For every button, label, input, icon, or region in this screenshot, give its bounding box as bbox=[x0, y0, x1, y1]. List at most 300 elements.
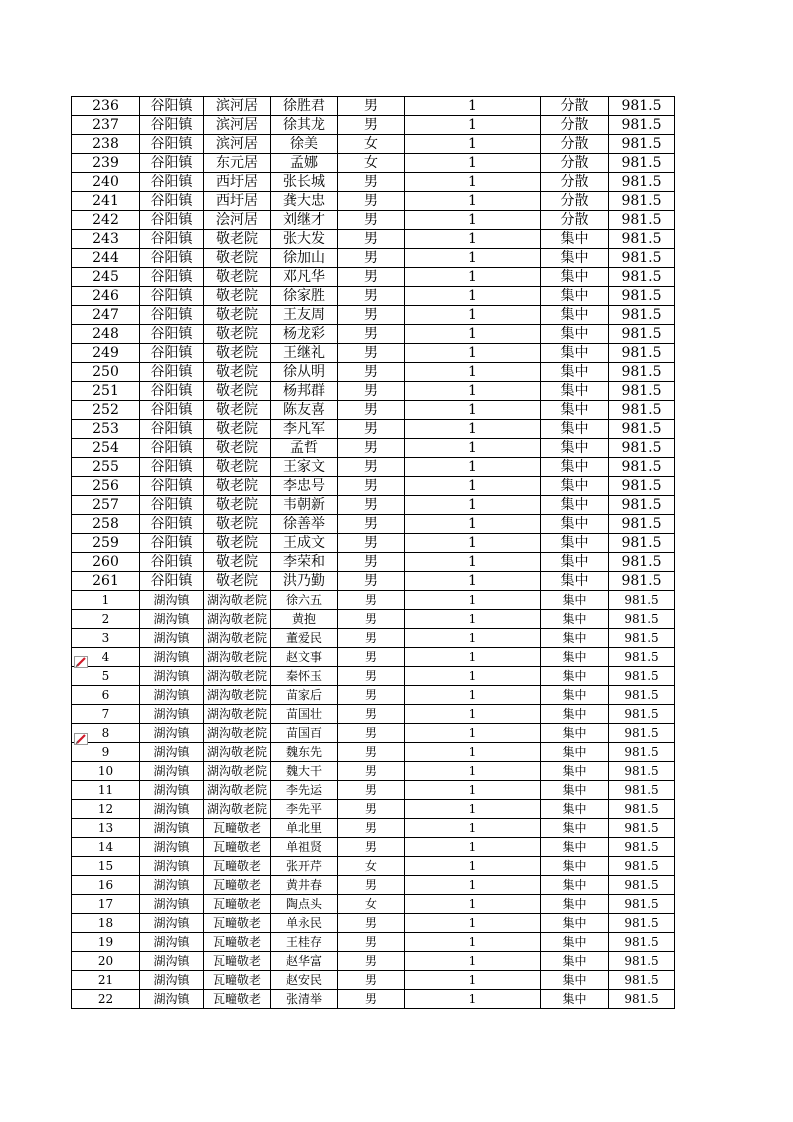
name-cell[interactable]: 邓凡华 bbox=[271, 268, 338, 287]
gender-cell[interactable]: 男 bbox=[338, 990, 405, 1009]
unit-cell[interactable]: 湖沟敬老院 bbox=[204, 610, 271, 629]
name-cell[interactable]: 杨龙彩 bbox=[271, 325, 338, 344]
town-cell[interactable]: 谷阳镇 bbox=[140, 496, 204, 515]
support-type-cell[interactable]: 集中 bbox=[541, 705, 609, 724]
unit-cell[interactable]: 瓦疃敬老 bbox=[204, 933, 271, 952]
count-cell[interactable]: 1 bbox=[405, 382, 541, 401]
unit-cell[interactable]: 东元居 bbox=[204, 154, 271, 173]
amount-cell[interactable]: 981.5 bbox=[609, 705, 675, 724]
town-cell[interactable]: 湖沟镇 bbox=[140, 857, 204, 876]
town-cell[interactable]: 湖沟镇 bbox=[140, 800, 204, 819]
count-cell[interactable]: 1 bbox=[405, 477, 541, 496]
row-number-cell[interactable]: 245 bbox=[72, 268, 140, 287]
unit-cell[interactable]: 敬老院 bbox=[204, 268, 271, 287]
gender-cell[interactable]: 男 bbox=[338, 781, 405, 800]
name-cell[interactable]: 魏东先 bbox=[271, 743, 338, 762]
town-cell[interactable]: 谷阳镇 bbox=[140, 230, 204, 249]
unit-cell[interactable]: 敬老院 bbox=[204, 344, 271, 363]
count-cell[interactable]: 1 bbox=[405, 363, 541, 382]
count-cell[interactable]: 1 bbox=[405, 249, 541, 268]
gender-cell[interactable]: 男 bbox=[338, 458, 405, 477]
unit-cell[interactable]: 浍河居 bbox=[204, 211, 271, 230]
town-cell[interactable]: 湖沟镇 bbox=[140, 990, 204, 1009]
name-cell[interactable]: 王家文 bbox=[271, 458, 338, 477]
unit-cell[interactable]: 湖沟敬老院 bbox=[204, 800, 271, 819]
count-cell[interactable]: 1 bbox=[405, 458, 541, 477]
amount-cell[interactable]: 981.5 bbox=[609, 496, 675, 515]
count-cell[interactable]: 1 bbox=[405, 895, 541, 914]
row-number-cell[interactable]: 236 bbox=[72, 97, 140, 116]
name-cell[interactable]: 徐家胜 bbox=[271, 287, 338, 306]
town-cell[interactable]: 湖沟镇 bbox=[140, 686, 204, 705]
row-number-cell[interactable]: 6 bbox=[72, 686, 140, 705]
amount-cell[interactable]: 981.5 bbox=[609, 800, 675, 819]
gender-cell[interactable]: 男 bbox=[338, 211, 405, 230]
gender-cell[interactable]: 男 bbox=[338, 534, 405, 553]
support-type-cell[interactable]: 分散 bbox=[541, 192, 609, 211]
row-number-cell[interactable]: 261 bbox=[72, 572, 140, 591]
unit-cell[interactable]: 敬老院 bbox=[204, 287, 271, 306]
name-cell[interactable]: 龚大忠 bbox=[271, 192, 338, 211]
row-number-cell[interactable]: 254 bbox=[72, 439, 140, 458]
unit-cell[interactable]: 瓦疃敬老 bbox=[204, 952, 271, 971]
row-number-cell[interactable]: 5 bbox=[72, 667, 140, 686]
row-number-cell[interactable]: 239 bbox=[72, 154, 140, 173]
unit-cell[interactable]: 湖沟敬老院 bbox=[204, 629, 271, 648]
town-cell[interactable]: 湖沟镇 bbox=[140, 933, 204, 952]
support-type-cell[interactable]: 分散 bbox=[541, 211, 609, 230]
gender-cell[interactable]: 男 bbox=[338, 686, 405, 705]
amount-cell[interactable]: 981.5 bbox=[609, 477, 675, 496]
town-cell[interactable]: 谷阳镇 bbox=[140, 154, 204, 173]
amount-cell[interactable]: 981.5 bbox=[609, 838, 675, 857]
amount-cell[interactable]: 981.5 bbox=[609, 230, 675, 249]
unit-cell[interactable]: 湖沟敬老院 bbox=[204, 667, 271, 686]
amount-cell[interactable]: 981.5 bbox=[609, 154, 675, 173]
name-cell[interactable]: 张长城 bbox=[271, 173, 338, 192]
name-cell[interactable]: 黄抱 bbox=[271, 610, 338, 629]
gender-cell[interactable]: 男 bbox=[338, 838, 405, 857]
row-number-cell[interactable]: 243 bbox=[72, 230, 140, 249]
unit-cell[interactable]: 湖沟敬老院 bbox=[204, 781, 271, 800]
row-number-cell[interactable]: 258 bbox=[72, 515, 140, 534]
row-number-cell[interactable]: 13 bbox=[72, 819, 140, 838]
name-cell[interactable]: 张清举 bbox=[271, 990, 338, 1009]
name-cell[interactable]: 杨邦群 bbox=[271, 382, 338, 401]
support-type-cell[interactable]: 集中 bbox=[541, 781, 609, 800]
town-cell[interactable]: 湖沟镇 bbox=[140, 895, 204, 914]
name-cell[interactable]: 董爱民 bbox=[271, 629, 338, 648]
name-cell[interactable]: 李凡军 bbox=[271, 420, 338, 439]
gender-cell[interactable]: 男 bbox=[338, 800, 405, 819]
row-number-cell[interactable]: 18 bbox=[72, 914, 140, 933]
gender-cell[interactable]: 男 bbox=[338, 249, 405, 268]
amount-cell[interactable]: 981.5 bbox=[609, 173, 675, 192]
row-number-cell[interactable]: 8 bbox=[72, 724, 140, 743]
unit-cell[interactable]: 湖沟敬老院 bbox=[204, 743, 271, 762]
unit-cell[interactable]: 敬老院 bbox=[204, 230, 271, 249]
amount-cell[interactable]: 981.5 bbox=[609, 439, 675, 458]
row-number-cell[interactable]: 257 bbox=[72, 496, 140, 515]
comment-note-icon[interactable] bbox=[74, 656, 88, 668]
support-type-cell[interactable]: 集中 bbox=[541, 762, 609, 781]
town-cell[interactable]: 湖沟镇 bbox=[140, 629, 204, 648]
gender-cell[interactable]: 女 bbox=[338, 895, 405, 914]
amount-cell[interactable]: 981.5 bbox=[609, 116, 675, 135]
count-cell[interactable]: 1 bbox=[405, 705, 541, 724]
gender-cell[interactable]: 男 bbox=[338, 743, 405, 762]
town-cell[interactable]: 谷阳镇 bbox=[140, 287, 204, 306]
amount-cell[interactable]: 981.5 bbox=[609, 192, 675, 211]
support-type-cell[interactable]: 集中 bbox=[541, 971, 609, 990]
amount-cell[interactable]: 981.5 bbox=[609, 857, 675, 876]
support-type-cell[interactable]: 集中 bbox=[541, 629, 609, 648]
town-cell[interactable]: 湖沟镇 bbox=[140, 705, 204, 724]
count-cell[interactable]: 1 bbox=[405, 686, 541, 705]
support-type-cell[interactable]: 集中 bbox=[541, 724, 609, 743]
row-number-cell[interactable]: 260 bbox=[72, 553, 140, 572]
row-number-cell[interactable]: 241 bbox=[72, 192, 140, 211]
gender-cell[interactable]: 男 bbox=[338, 515, 405, 534]
count-cell[interactable]: 1 bbox=[405, 648, 541, 667]
support-type-cell[interactable]: 分散 bbox=[541, 116, 609, 135]
amount-cell[interactable]: 981.5 bbox=[609, 401, 675, 420]
town-cell[interactable]: 谷阳镇 bbox=[140, 382, 204, 401]
amount-cell[interactable]: 981.5 bbox=[609, 667, 675, 686]
support-type-cell[interactable]: 集中 bbox=[541, 534, 609, 553]
name-cell[interactable]: 陶点头 bbox=[271, 895, 338, 914]
support-type-cell[interactable]: 集中 bbox=[541, 230, 609, 249]
gender-cell[interactable]: 男 bbox=[338, 496, 405, 515]
count-cell[interactable]: 1 bbox=[405, 933, 541, 952]
gender-cell[interactable]: 男 bbox=[338, 724, 405, 743]
support-type-cell[interactable]: 集中 bbox=[541, 572, 609, 591]
unit-cell[interactable]: 敬老院 bbox=[204, 553, 271, 572]
gender-cell[interactable]: 女 bbox=[338, 857, 405, 876]
amount-cell[interactable]: 981.5 bbox=[609, 287, 675, 306]
support-type-cell[interactable]: 集中 bbox=[541, 268, 609, 287]
gender-cell[interactable]: 男 bbox=[338, 287, 405, 306]
unit-cell[interactable]: 瓦疃敬老 bbox=[204, 971, 271, 990]
town-cell[interactable]: 谷阳镇 bbox=[140, 572, 204, 591]
name-cell[interactable]: 张开芹 bbox=[271, 857, 338, 876]
amount-cell[interactable]: 981.5 bbox=[609, 249, 675, 268]
unit-cell[interactable]: 湖沟敬老院 bbox=[204, 648, 271, 667]
row-number-cell[interactable]: 244 bbox=[72, 249, 140, 268]
count-cell[interactable]: 1 bbox=[405, 344, 541, 363]
count-cell[interactable]: 1 bbox=[405, 876, 541, 895]
row-number-cell[interactable]: 251 bbox=[72, 382, 140, 401]
town-cell[interactable]: 谷阳镇 bbox=[140, 401, 204, 420]
name-cell[interactable]: 韦朝新 bbox=[271, 496, 338, 515]
support-type-cell[interactable]: 集中 bbox=[541, 838, 609, 857]
name-cell[interactable]: 单北里 bbox=[271, 819, 338, 838]
gender-cell[interactable]: 男 bbox=[338, 933, 405, 952]
gender-cell[interactable]: 男 bbox=[338, 572, 405, 591]
count-cell[interactable]: 1 bbox=[405, 534, 541, 553]
town-cell[interactable]: 湖沟镇 bbox=[140, 781, 204, 800]
town-cell[interactable]: 谷阳镇 bbox=[140, 211, 204, 230]
row-number-cell[interactable]: 237 bbox=[72, 116, 140, 135]
town-cell[interactable]: 湖沟镇 bbox=[140, 914, 204, 933]
town-cell[interactable]: 谷阳镇 bbox=[140, 192, 204, 211]
amount-cell[interactable]: 981.5 bbox=[609, 610, 675, 629]
town-cell[interactable]: 湖沟镇 bbox=[140, 667, 204, 686]
gender-cell[interactable]: 男 bbox=[338, 819, 405, 838]
town-cell[interactable]: 谷阳镇 bbox=[140, 458, 204, 477]
count-cell[interactable]: 1 bbox=[405, 306, 541, 325]
gender-cell[interactable]: 男 bbox=[338, 876, 405, 895]
name-cell[interactable]: 苗国百 bbox=[271, 724, 338, 743]
town-cell[interactable]: 谷阳镇 bbox=[140, 420, 204, 439]
amount-cell[interactable]: 981.5 bbox=[609, 135, 675, 154]
row-number-cell[interactable]: 20 bbox=[72, 952, 140, 971]
amount-cell[interactable]: 981.5 bbox=[609, 743, 675, 762]
gender-cell[interactable]: 男 bbox=[338, 382, 405, 401]
town-cell[interactable]: 谷阳镇 bbox=[140, 173, 204, 192]
amount-cell[interactable]: 981.5 bbox=[609, 686, 675, 705]
support-type-cell[interactable]: 集中 bbox=[541, 857, 609, 876]
town-cell[interactable]: 谷阳镇 bbox=[140, 534, 204, 553]
name-cell[interactable]: 徐善举 bbox=[271, 515, 338, 534]
amount-cell[interactable]: 981.5 bbox=[609, 534, 675, 553]
support-type-cell[interactable]: 集中 bbox=[541, 990, 609, 1009]
unit-cell[interactable]: 敬老院 bbox=[204, 534, 271, 553]
unit-cell[interactable]: 瓦疃敬老 bbox=[204, 990, 271, 1009]
unit-cell[interactable]: 西圩居 bbox=[204, 192, 271, 211]
gender-cell[interactable]: 男 bbox=[338, 268, 405, 287]
count-cell[interactable]: 1 bbox=[405, 762, 541, 781]
row-number-cell[interactable]: 9 bbox=[72, 743, 140, 762]
count-cell[interactable]: 1 bbox=[405, 496, 541, 515]
name-cell[interactable]: 洪乃勤 bbox=[271, 572, 338, 591]
row-number-cell[interactable]: 2 bbox=[72, 610, 140, 629]
support-type-cell[interactable]: 集中 bbox=[541, 933, 609, 952]
count-cell[interactable]: 1 bbox=[405, 572, 541, 591]
support-type-cell[interactable]: 集中 bbox=[541, 553, 609, 572]
name-cell[interactable]: 徐六五 bbox=[271, 591, 338, 610]
town-cell[interactable]: 湖沟镇 bbox=[140, 743, 204, 762]
name-cell[interactable]: 李荣和 bbox=[271, 553, 338, 572]
count-cell[interactable]: 1 bbox=[405, 838, 541, 857]
name-cell[interactable]: 苗国壮 bbox=[271, 705, 338, 724]
unit-cell[interactable]: 瓦疃敬老 bbox=[204, 819, 271, 838]
name-cell[interactable]: 苗家后 bbox=[271, 686, 338, 705]
town-cell[interactable]: 谷阳镇 bbox=[140, 515, 204, 534]
gender-cell[interactable]: 男 bbox=[338, 705, 405, 724]
town-cell[interactable]: 谷阳镇 bbox=[140, 363, 204, 382]
town-cell[interactable]: 谷阳镇 bbox=[140, 97, 204, 116]
unit-cell[interactable]: 湖沟敬老院 bbox=[204, 705, 271, 724]
gender-cell[interactable]: 男 bbox=[338, 762, 405, 781]
count-cell[interactable]: 1 bbox=[405, 116, 541, 135]
name-cell[interactable]: 孟哲 bbox=[271, 439, 338, 458]
count-cell[interactable]: 1 bbox=[405, 800, 541, 819]
unit-cell[interactable]: 瓦疃敬老 bbox=[204, 838, 271, 857]
unit-cell[interactable]: 滨河居 bbox=[204, 97, 271, 116]
support-type-cell[interactable]: 集中 bbox=[541, 420, 609, 439]
town-cell[interactable]: 湖沟镇 bbox=[140, 876, 204, 895]
amount-cell[interactable]: 981.5 bbox=[609, 990, 675, 1009]
row-number-cell[interactable]: 22 bbox=[72, 990, 140, 1009]
name-cell[interactable]: 张大发 bbox=[271, 230, 338, 249]
row-number-cell[interactable]: 246 bbox=[72, 287, 140, 306]
name-cell[interactable]: 徐美 bbox=[271, 135, 338, 154]
count-cell[interactable]: 1 bbox=[405, 401, 541, 420]
gender-cell[interactable]: 男 bbox=[338, 230, 405, 249]
amount-cell[interactable]: 981.5 bbox=[609, 211, 675, 230]
support-type-cell[interactable]: 集中 bbox=[541, 895, 609, 914]
gender-cell[interactable]: 男 bbox=[338, 173, 405, 192]
gender-cell[interactable]: 男 bbox=[338, 401, 405, 420]
row-number-cell[interactable]: 17 bbox=[72, 895, 140, 914]
support-type-cell[interactable]: 集中 bbox=[541, 458, 609, 477]
amount-cell[interactable]: 981.5 bbox=[609, 363, 675, 382]
count-cell[interactable]: 1 bbox=[405, 724, 541, 743]
name-cell[interactable]: 徐加山 bbox=[271, 249, 338, 268]
support-type-cell[interactable]: 集中 bbox=[541, 667, 609, 686]
support-type-cell[interactable]: 集中 bbox=[541, 591, 609, 610]
unit-cell[interactable]: 敬老院 bbox=[204, 249, 271, 268]
row-number-cell[interactable]: 7 bbox=[72, 705, 140, 724]
amount-cell[interactable]: 981.5 bbox=[609, 458, 675, 477]
gender-cell[interactable]: 男 bbox=[338, 629, 405, 648]
amount-cell[interactable]: 981.5 bbox=[609, 629, 675, 648]
unit-cell[interactable]: 敬老院 bbox=[204, 363, 271, 382]
gender-cell[interactable]: 男 bbox=[338, 914, 405, 933]
support-type-cell[interactable]: 集中 bbox=[541, 496, 609, 515]
count-cell[interactable]: 1 bbox=[405, 781, 541, 800]
gender-cell[interactable]: 男 bbox=[338, 192, 405, 211]
amount-cell[interactable]: 981.5 bbox=[609, 914, 675, 933]
amount-cell[interactable]: 981.5 bbox=[609, 306, 675, 325]
row-number-cell[interactable]: 249 bbox=[72, 344, 140, 363]
unit-cell[interactable]: 敬老院 bbox=[204, 382, 271, 401]
count-cell[interactable]: 1 bbox=[405, 192, 541, 211]
support-type-cell[interactable]: 集中 bbox=[541, 287, 609, 306]
support-type-cell[interactable]: 集中 bbox=[541, 439, 609, 458]
row-number-cell[interactable]: 14 bbox=[72, 838, 140, 857]
count-cell[interactable]: 1 bbox=[405, 97, 541, 116]
amount-cell[interactable]: 981.5 bbox=[609, 762, 675, 781]
name-cell[interactable]: 单永民 bbox=[271, 914, 338, 933]
name-cell[interactable]: 李先运 bbox=[271, 781, 338, 800]
row-number-cell[interactable]: 248 bbox=[72, 325, 140, 344]
row-number-cell[interactable]: 4 bbox=[72, 648, 140, 667]
gender-cell[interactable]: 男 bbox=[338, 363, 405, 382]
unit-cell[interactable]: 敬老院 bbox=[204, 572, 271, 591]
name-cell[interactable]: 黄井春 bbox=[271, 876, 338, 895]
town-cell[interactable]: 湖沟镇 bbox=[140, 952, 204, 971]
support-type-cell[interactable]: 集中 bbox=[541, 477, 609, 496]
row-number-cell[interactable]: 21 bbox=[72, 971, 140, 990]
town-cell[interactable]: 湖沟镇 bbox=[140, 971, 204, 990]
row-number-cell[interactable]: 10 bbox=[72, 762, 140, 781]
count-cell[interactable]: 1 bbox=[405, 211, 541, 230]
unit-cell[interactable]: 敬老院 bbox=[204, 439, 271, 458]
town-cell[interactable]: 谷阳镇 bbox=[140, 306, 204, 325]
count-cell[interactable]: 1 bbox=[405, 325, 541, 344]
count-cell[interactable]: 1 bbox=[405, 819, 541, 838]
name-cell[interactable]: 徐胜君 bbox=[271, 97, 338, 116]
gender-cell[interactable]: 女 bbox=[338, 154, 405, 173]
name-cell[interactable]: 刘继才 bbox=[271, 211, 338, 230]
town-cell[interactable]: 谷阳镇 bbox=[140, 268, 204, 287]
count-cell[interactable]: 1 bbox=[405, 629, 541, 648]
gender-cell[interactable]: 男 bbox=[338, 610, 405, 629]
name-cell[interactable]: 赵文事 bbox=[271, 648, 338, 667]
support-type-cell[interactable]: 集中 bbox=[541, 363, 609, 382]
name-cell[interactable]: 李先平 bbox=[271, 800, 338, 819]
support-type-cell[interactable]: 集中 bbox=[541, 610, 609, 629]
unit-cell[interactable]: 敬老院 bbox=[204, 458, 271, 477]
row-number-cell[interactable]: 16 bbox=[72, 876, 140, 895]
row-number-cell[interactable]: 15 bbox=[72, 857, 140, 876]
amount-cell[interactable]: 981.5 bbox=[609, 325, 675, 344]
unit-cell[interactable]: 敬老院 bbox=[204, 401, 271, 420]
name-cell[interactable]: 徐从明 bbox=[271, 363, 338, 382]
amount-cell[interactable]: 981.5 bbox=[609, 97, 675, 116]
town-cell[interactable]: 谷阳镇 bbox=[140, 135, 204, 154]
amount-cell[interactable]: 981.5 bbox=[609, 781, 675, 800]
support-type-cell[interactable]: 集中 bbox=[541, 914, 609, 933]
count-cell[interactable]: 1 bbox=[405, 420, 541, 439]
name-cell[interactable]: 王桂存 bbox=[271, 933, 338, 952]
name-cell[interactable]: 秦怀玉 bbox=[271, 667, 338, 686]
support-type-cell[interactable]: 集中 bbox=[541, 743, 609, 762]
support-type-cell[interactable]: 集中 bbox=[541, 401, 609, 420]
town-cell[interactable]: 谷阳镇 bbox=[140, 344, 204, 363]
support-type-cell[interactable]: 分散 bbox=[541, 154, 609, 173]
town-cell[interactable]: 湖沟镇 bbox=[140, 610, 204, 629]
count-cell[interactable]: 1 bbox=[405, 268, 541, 287]
row-number-cell[interactable]: 19 bbox=[72, 933, 140, 952]
row-number-cell[interactable]: 11 bbox=[72, 781, 140, 800]
amount-cell[interactable]: 981.5 bbox=[609, 382, 675, 401]
support-type-cell[interactable]: 集中 bbox=[541, 249, 609, 268]
count-cell[interactable]: 1 bbox=[405, 154, 541, 173]
amount-cell[interactable]: 981.5 bbox=[609, 895, 675, 914]
unit-cell[interactable]: 湖沟敬老院 bbox=[204, 591, 271, 610]
support-type-cell[interactable]: 集中 bbox=[541, 306, 609, 325]
unit-cell[interactable]: 瓦疃敬老 bbox=[204, 857, 271, 876]
amount-cell[interactable]: 981.5 bbox=[609, 724, 675, 743]
town-cell[interactable]: 谷阳镇 bbox=[140, 116, 204, 135]
town-cell[interactable]: 谷阳镇 bbox=[140, 249, 204, 268]
gender-cell[interactable]: 女 bbox=[338, 135, 405, 154]
row-number-cell[interactable]: 238 bbox=[72, 135, 140, 154]
count-cell[interactable]: 1 bbox=[405, 990, 541, 1009]
name-cell[interactable]: 孟娜 bbox=[271, 154, 338, 173]
gender-cell[interactable]: 男 bbox=[338, 420, 405, 439]
name-cell[interactable]: 魏大干 bbox=[271, 762, 338, 781]
unit-cell[interactable]: 湖沟敬老院 bbox=[204, 686, 271, 705]
amount-cell[interactable]: 981.5 bbox=[609, 971, 675, 990]
comment-note-icon[interactable] bbox=[74, 733, 88, 745]
unit-cell[interactable]: 瓦疃敬老 bbox=[204, 895, 271, 914]
support-type-cell[interactable]: 分散 bbox=[541, 97, 609, 116]
count-cell[interactable]: 1 bbox=[405, 230, 541, 249]
count-cell[interactable]: 1 bbox=[405, 515, 541, 534]
row-number-cell[interactable]: 255 bbox=[72, 458, 140, 477]
gender-cell[interactable]: 男 bbox=[338, 97, 405, 116]
town-cell[interactable]: 谷阳镇 bbox=[140, 439, 204, 458]
name-cell[interactable]: 王继礼 bbox=[271, 344, 338, 363]
name-cell[interactable]: 单祖贤 bbox=[271, 838, 338, 857]
count-cell[interactable]: 1 bbox=[405, 439, 541, 458]
town-cell[interactable]: 湖沟镇 bbox=[140, 819, 204, 838]
support-type-cell[interactable]: 集中 bbox=[541, 382, 609, 401]
